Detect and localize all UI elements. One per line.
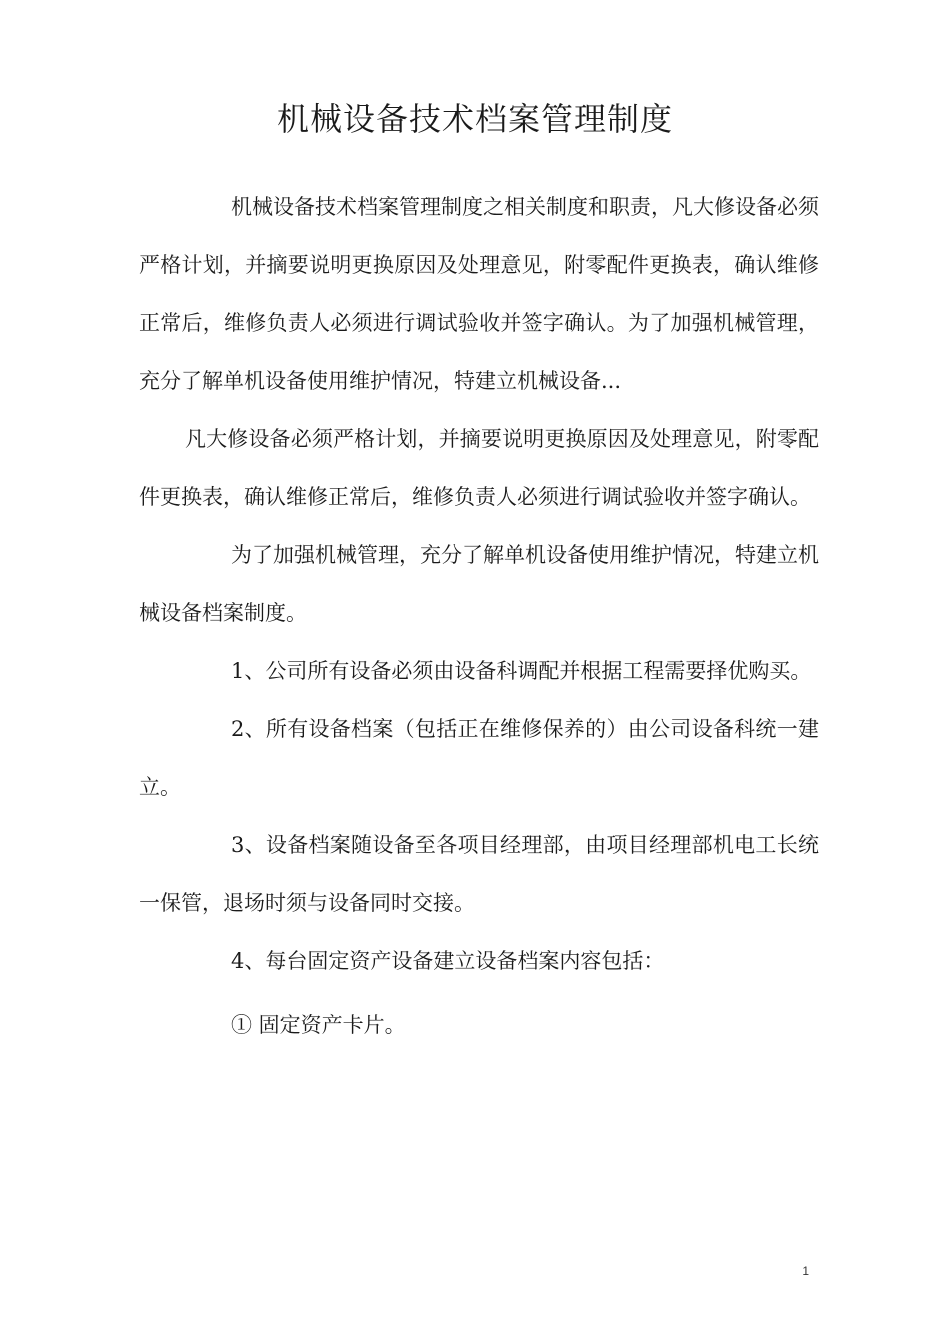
list-item-3: 3、设备档案随设备至各项目经理部，由项目经理部机电工长统一保管，退场时须与设备同时交接。 — [139, 833, 819, 915]
list-item-1: 1、公司所有设备必须由设备科调配并根据工程需要择优购买。 — [231, 659, 812, 683]
document-body — [139, 178, 819, 1054]
page-number: 1 — [802, 1264, 809, 1278]
document-title: 机械设备技术档案管理制度 — [276, 100, 673, 138]
sub-item-1: ① 固定资产卡片。 — [231, 1013, 406, 1037]
paragraph-overhaul: 凡大修设备必须严格计划，并摘要说明更换原因及处理意见，附零配件更换表，确认维修正常后，维修负责人必须进行调试验收并签字确认。 — [139, 427, 819, 509]
paragraph-intro: 机械设备技术档案管理制度之相关制度和职责，凡大修设备必须严格计划，并摘要说明更换原因及处理意见，附零配件更换表，确认维修正常后，维修负责人必须进行调试验收并签字确认。为了加强机械管理，充分了解单机设备使用维护情况，特建立机械设备... — [139, 195, 819, 393]
paragraph-purpose: 为了加强机械管理，充分了解单机设备使用维护情况，特建立机械设备档案制度。 — [139, 543, 819, 625]
list-item-2: 2、所有设备档案（包括正在维修保养的）由公司设备科统一建立。 — [139, 717, 819, 799]
list-item-4: 4、每台固定资产设备建立设备档案内容包括： — [231, 949, 665, 973]
